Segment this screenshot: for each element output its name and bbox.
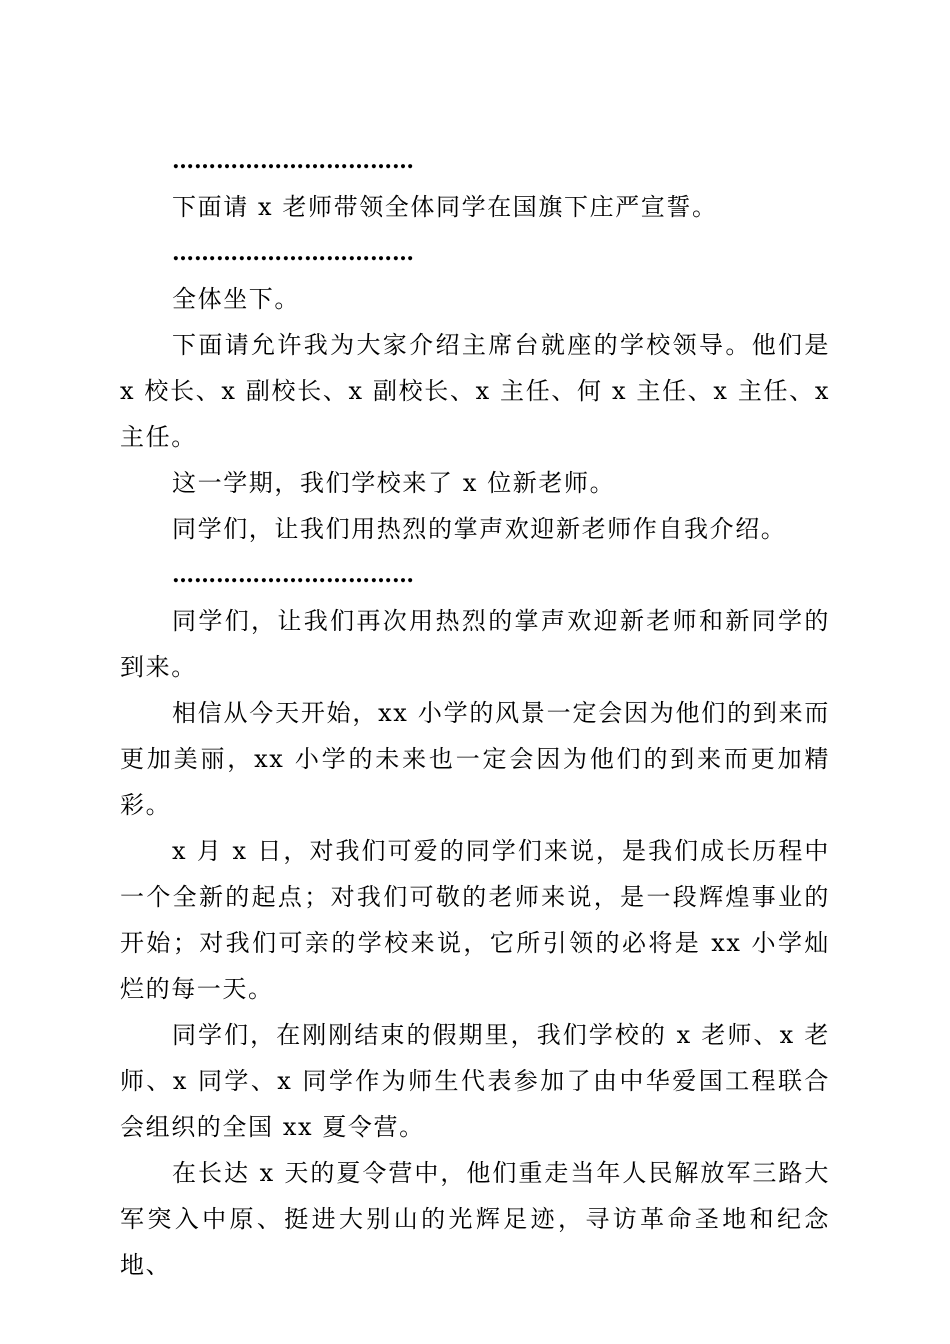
paragraph-camp-activities: 在长达 x 天的夏令营中，他们重走当年人民解放军三路大军突入中原、挺进大别山的光辉足迹，寻访革命圣地和纪念地、 bbox=[120, 1159, 830, 1279]
paragraph-sit-down: 全体坐下。 bbox=[172, 285, 300, 313]
paragraph-new-start: x 月 x 日，对我们可爱的同学们来说，是我们成长历程中一个全新的起点；对我们可敬的老师来说，是一段辉煌事业的开始；对我们可亲的学校来说，它所引领的必将是 xx 小学灿烂的每一天。 bbox=[120, 837, 830, 1003]
ellipsis-separator: …………………………… bbox=[172, 562, 414, 588]
ellipsis-separator: …………………………… bbox=[172, 240, 414, 266]
paragraph-introduce-leaders: 下面请允许我为大家介绍主席台就座的学校领导。他们是 x 校长、x 副校长、x 副校长、x 主任、何 x 主任、x 主任、x 主任。 bbox=[120, 331, 830, 451]
paragraph-welcome: 同学们，让我们再次用热烈的掌声欢迎新老师和新同学的到来。 bbox=[120, 607, 830, 681]
paragraph-new-teachers: 这一学期，我们学校来了 x 位新老师。 bbox=[172, 469, 616, 497]
paragraph-summer-camp: 同学们，在刚刚结束的假期里，我们学校的 x 老师、x 老师、x 同学、x 同学作为师生代表参加了由中华爱国工程联合会组织的全国 xx 夏令营。 bbox=[120, 1021, 830, 1141]
ellipsis-separator: …………………………… bbox=[172, 148, 414, 174]
paragraph-future: 相信从今天开始，xx 小学的风景一定会因为他们的到来而更加美丽，xx 小学的未来也一定会因为他们的到来而更加精彩。 bbox=[120, 699, 830, 819]
document-body bbox=[120, 138, 830, 1288]
paragraph-oath: 下面请 x 老师带领全体同学在国旗下庄严宣誓。 bbox=[172, 193, 718, 221]
paragraph-teacher-intro: 同学们，让我们用热烈的掌声欢迎新老师作自我介绍。 bbox=[172, 515, 787, 543]
